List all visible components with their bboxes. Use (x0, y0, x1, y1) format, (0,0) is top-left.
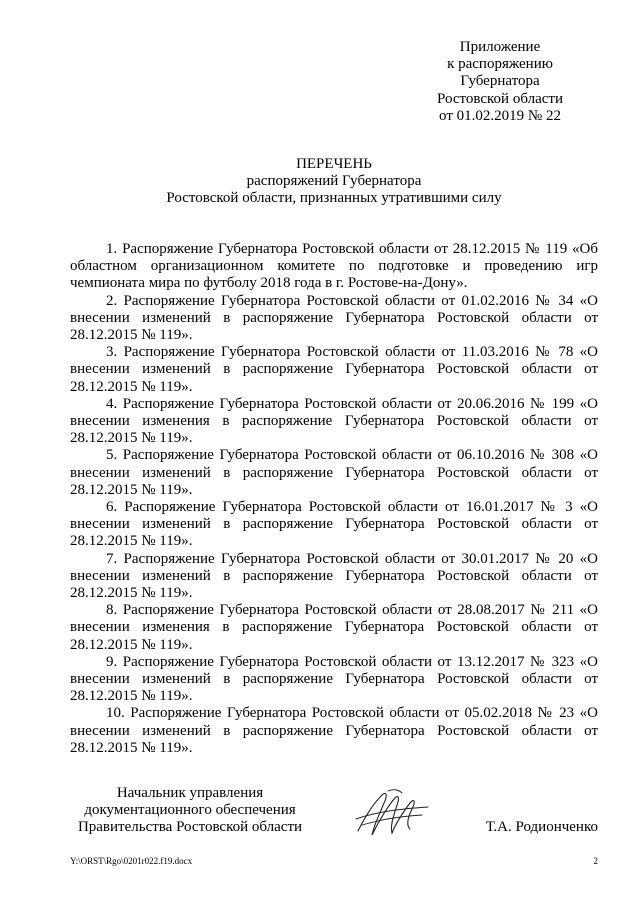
list-item: 10. Распоряжение Губернатора Ростовской области от 05.02.2018 № 23 «О внесении изменений в распоряжение Губернатора Ростовской области от 28.12.2015 № 119». (70, 705, 598, 756)
list-item: 6. Распоряжение Губернатора Ростовской области от 16.01.2017 № 3 «О внесении изменений в распоряжение Губернатора Ростовской области от 28.12.2015 № 119». (70, 499, 598, 550)
list-item: 9. Распоряжение Губернатора Ростовской области от 13.12.2017 № 323 «О внесении изменений в распоряжение Губернатора Ростовской области от 28.12.2015 № 119». (70, 653, 598, 705)
title-line: Ростовской области, признанных утратившими силу (166, 190, 502, 207)
document-title (70, 156, 598, 208)
appendix-header (400, 39, 600, 125)
signature-block (70, 785, 598, 845)
decree-list (70, 241, 598, 757)
page-number: 2 (593, 856, 598, 866)
signer-name: Т.А. Родионченко (485, 819, 598, 836)
file-path: Y:\ORST\Rgo\0201r022.f19.docx (70, 856, 193, 866)
list-item: 4. Распоряжение Губернатора Ростовской области от 20.06.2016 № 199 «О внесении изменения в распоряжение Губернатора Ростовской области от 28.12.2015 № 119». (70, 395, 598, 447)
position-line: Правительства Ростовской области (77, 819, 303, 836)
appendix-line: к распоряжению (447, 56, 553, 73)
list-item: 2. Распоряжение Губернатора Ростовской области от 01.02.2016 № 34 «О внесении изменений в распоряжение Губернатора Ростовской области от 28.12.2015 № 119». (70, 292, 598, 344)
appendix-line: Губернатора (460, 73, 540, 90)
title-line: распоряжений Губернатора (246, 173, 422, 190)
signer-position (70, 785, 310, 837)
list-item: 5. Распоряжение Губернатора Ростовской области от 06.10.2016 № 308 «О внесении изменений в распоряжение Губернатора Ростовской области от 28.12.2015 № 119». (70, 447, 598, 498)
appendix-line: Приложение (459, 39, 541, 55)
appendix-line: от 01.02.2019 № 22 (439, 107, 561, 124)
title-heading: ПЕРЕЧЕНЬ (296, 156, 372, 172)
handwritten-signature (352, 785, 432, 843)
position-line: Начальник управления (116, 785, 264, 801)
list-item: 1. Распоряжение Губернатора Ростовской области от 28.12.2015 № 119 «Об областном организационном комитете по подготовке и проведению игр чемпионата мира по футболу 2018 года в г. Ростове-на-Дону». (70, 241, 598, 292)
list-item: 8. Распоряжение Губернатора Ростовской области от 28.08.2017 № 211 «О внесении изменения в распоряжение Губернатора Ростовской области от 28.12.2015 № 119». (70, 602, 598, 653)
list-item: 3. Распоряжение Губернатора Ростовской области от 11.03.2016 № 78 «О внесении изменений в распоряжение Губернатора Ростовской области от 28.12.2015 № 119». (70, 344, 598, 395)
position-line: документационного обеспечения (84, 802, 296, 819)
list-item: 7. Распоряжение Губернатора Ростовской области от 30.01.2017 № 20 «О внесении изменений в распоряжение Губернатора Ростовской области от 28.12.2015 № 119». (70, 550, 598, 602)
appendix-line: Ростовской области (437, 90, 563, 107)
